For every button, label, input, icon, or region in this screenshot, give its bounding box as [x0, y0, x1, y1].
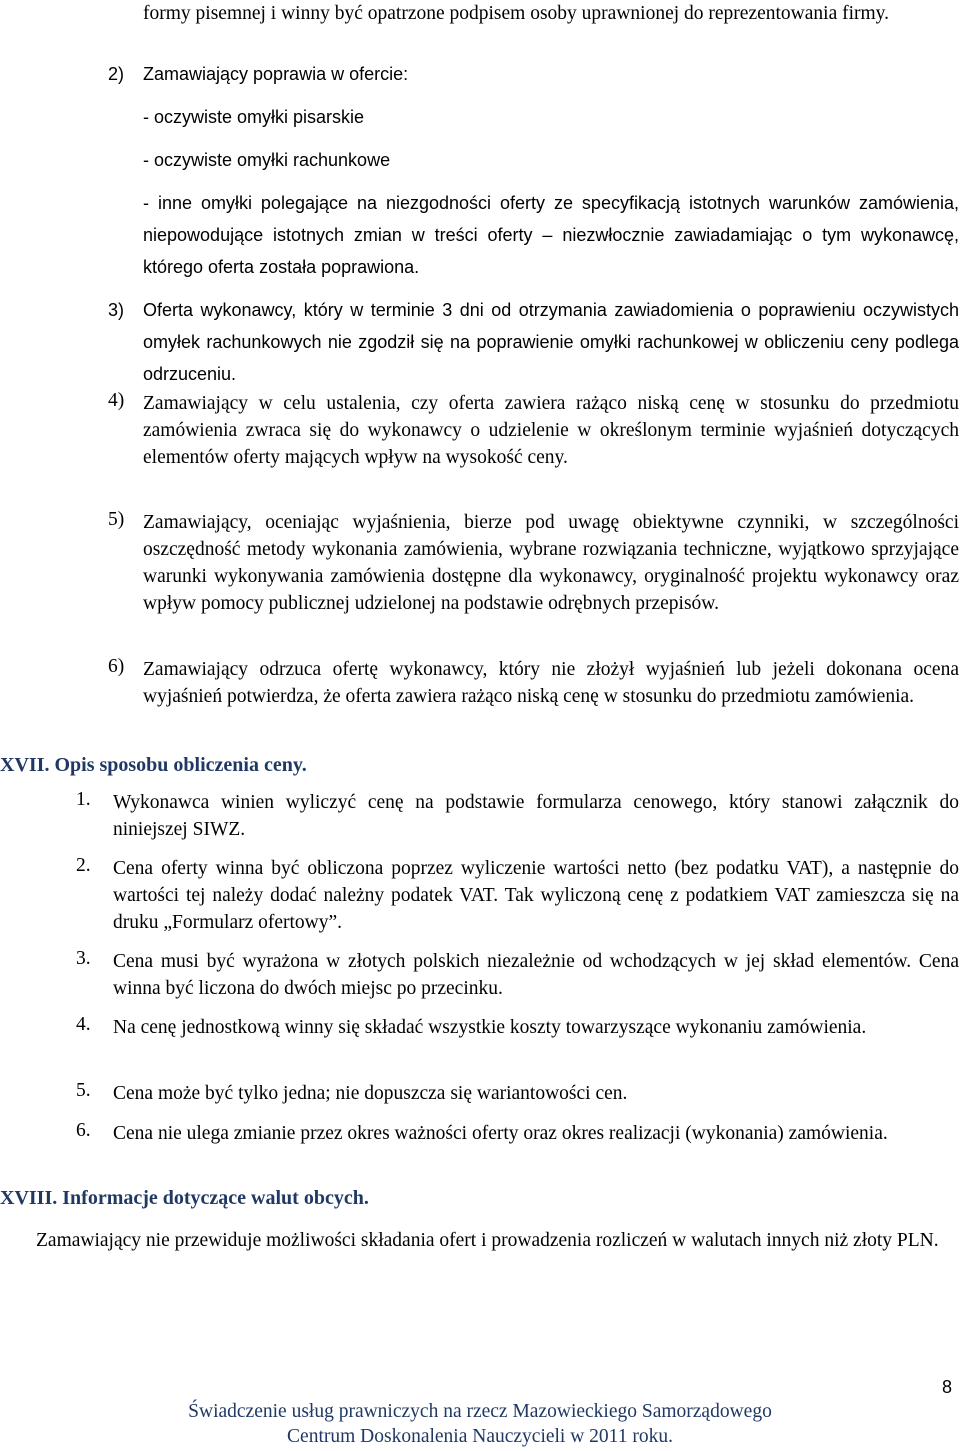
item-number: 3. [76, 948, 91, 969]
section-title: Informacje dotyczące walut obcych. [62, 1187, 369, 1209]
item-number: 5) [108, 509, 125, 530]
section-number: XVII. [0, 754, 50, 776]
section-number: XVIII. [0, 1187, 58, 1209]
item-number: 4) [108, 390, 125, 411]
item-text: Oferta wykonawcy, który w terminie 3 dni od otrzymania zawiadomienia o poprawieniu oczywistych omyłek rachunkowych nie zgodził się na poprawienie omyłki rachunkowej w obliczeniu ceny podlega odrzuceniu. [143, 300, 959, 384]
item-text: Cena musi być wyrażona w złotych polskich niezależnie od wchodzących w jej skład elementów. Cena winna być liczona do dwóch miejsc po przecinku. [113, 951, 959, 999]
item-number: 3) [108, 300, 125, 320]
section-heading-xviii [0, 1185, 369, 1212]
footer-line-2: Centrum Doskonalenia Nauczycieli w 2011 roku. [287, 1426, 673, 1447]
list-item-dash: - oczywiste omyłki rachunkowe [143, 150, 391, 170]
item-number: 2) [108, 64, 125, 84]
section-paragraph: Zamawiający nie przewiduje możliwości składania ofert i prowadzenia rozliczeń w walutach innych niż złoty PLN. [36, 1230, 939, 1251]
item-text: Cena oferty winna być obliczona poprzez wyliczenie wartości netto (bez podatku VAT), a następnie do wartości tej należy dodać należny podatek VAT. Tak wyliczoną cenę z podatkiem VAT zamieszcza się na druku „Formularz ofertowy”. [113, 858, 959, 933]
list-item-dash: - inne omyłki polegające na niezgodności oferty ze specyfikacją istotnych warunków zamówienia, niepowodujące istotnych zmian w treści oferty – niezwłocznie zawiadamiając o tym wykonawcę, którego oferta została poprawiona. [143, 193, 959, 277]
item-number: 1. [76, 789, 91, 810]
item-text: Zamawiający poprawia w ofercie: [143, 64, 409, 84]
intro-paragraph: formy pisemnej i winny być opatrzone podpisem osoby uprawnionej do reprezentowania firmy. [143, 3, 890, 24]
item-text: Zamawiający odrzuca ofertę wykonawcy, który nie złożył wyjaśnień lub jeżeli dokonana ocena wyjaśnień potwierdza, że oferta zawiera rażąco niską cenę w stosunku do przedmiotu zamówienia. [143, 659, 959, 707]
section-heading-xvii [0, 752, 307, 779]
item-text: Wykonawca winien wyliczyć cenę na podstawie formularza cenowego, który stanowi załącznik do niniejszej SIWZ. [113, 792, 959, 840]
item-number: 4. [76, 1014, 91, 1035]
page-number: 8 [941, 1377, 952, 1397]
item-number: 2. [76, 855, 91, 876]
item-number: 5. [76, 1080, 91, 1101]
item-text: Cena nie ulega zmianie przez okres ważności oferty oraz okres realizacji (wykonania) zamówienia. [113, 1123, 888, 1144]
item-text: Cena może być tylko jedna; nie dopuszcza się wariantowości cen. [113, 1083, 628, 1104]
footer-line-1: Świadczenie usług prawniczych na rzecz Mazowieckiego Samorządowego [188, 1401, 772, 1422]
item-text: Zamawiający, oceniając wyjaśnienia, bierze pod uwagę obiektywne czynniki, w szczególności oszczędność metody wykonania zamówienia, wybrane rozwiązania techniczne, wyjątkowo sprzyjające warunki wykonywania zamówienia dostępne dla wykonawcy, oryginalność projektu wykonawcy oraz wpływ pomocy publicznej udzielonej na podstawie odrębnych przepisów. [143, 512, 959, 614]
item-number: 6) [108, 656, 125, 677]
item-text: Zamawiający w celu ustalenia, czy oferta zawiera rażąco niską cenę w stosunku do przedmiotu zamówienia zwraca się do wykonawcy o udzielenie w określonym terminie wyjaśnień dotyczących elementów oferty mających wpływ na wysokość ceny. [143, 393, 959, 468]
section-title: Opis sposobu obliczenia ceny. [54, 754, 307, 776]
item-text: Na cenę jednostkową winny się składać wszystkie koszty towarzyszące wykonaniu zamówienia. [113, 1017, 867, 1038]
item-number: 6. [76, 1120, 91, 1141]
list-item-dash: - oczywiste omyłki pisarskie [143, 107, 365, 127]
